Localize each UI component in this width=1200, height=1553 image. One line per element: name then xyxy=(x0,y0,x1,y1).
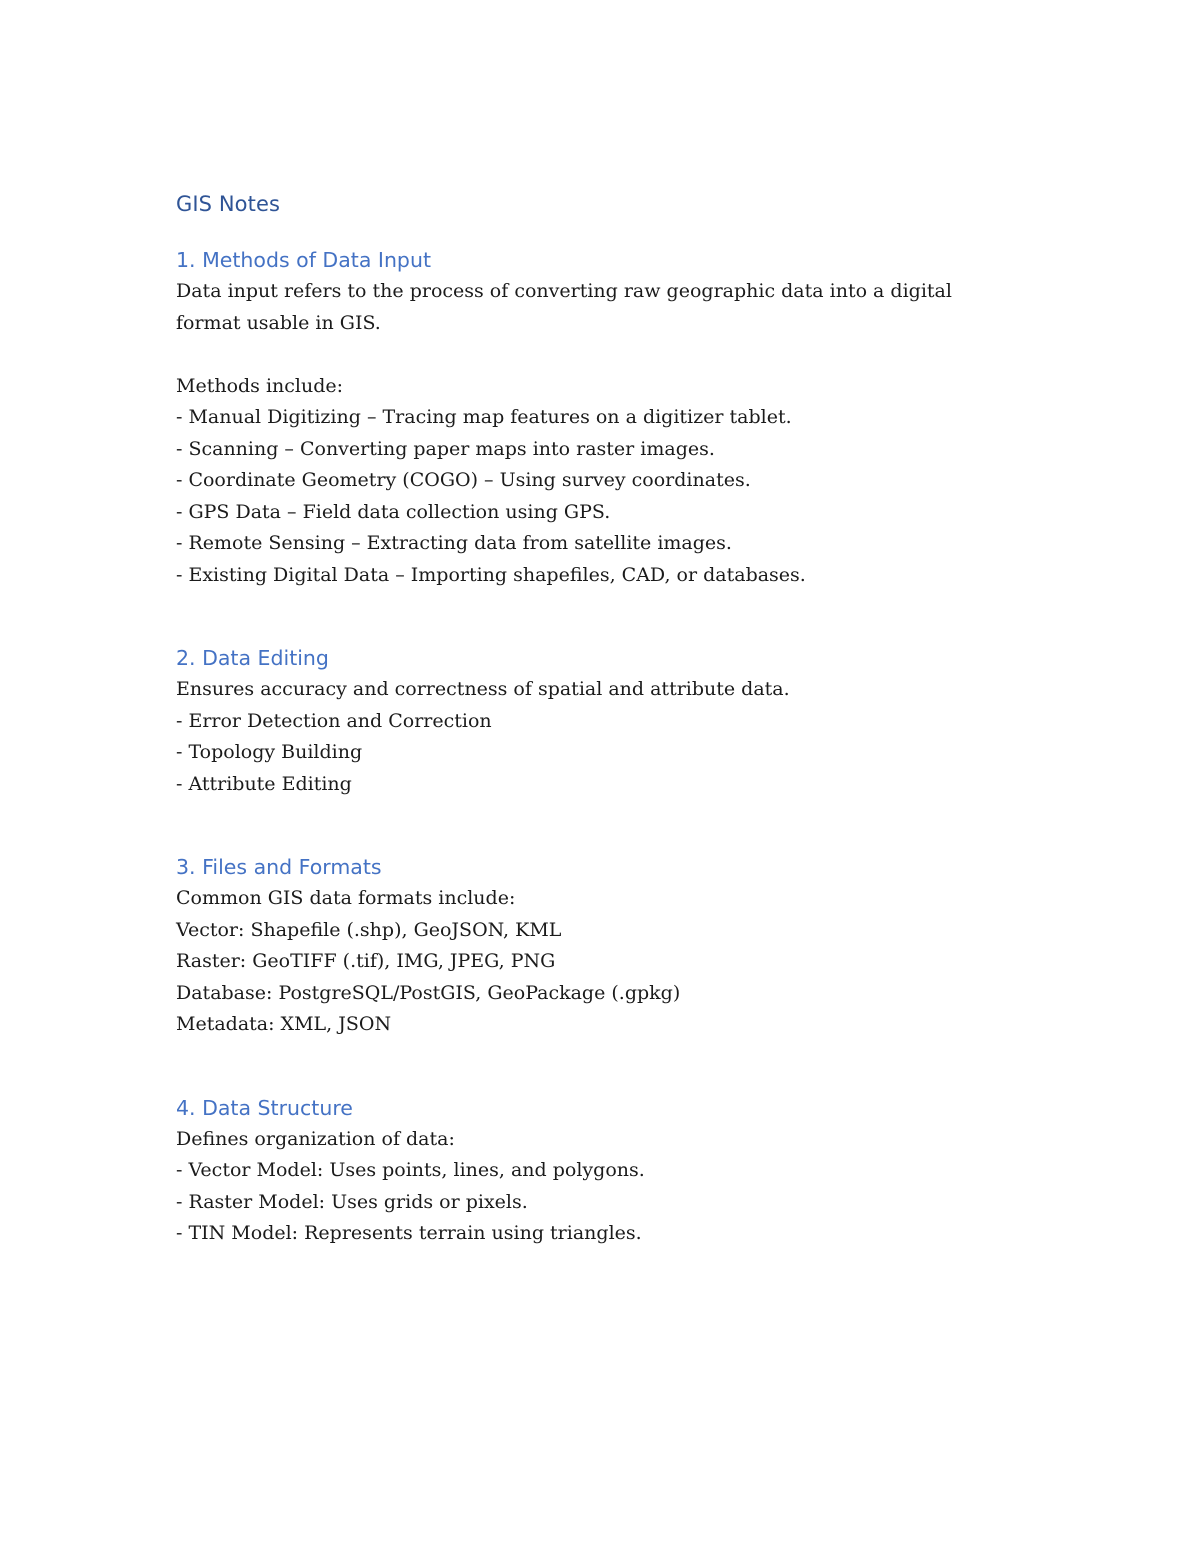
section-heading: 4. Data Structure xyxy=(176,1095,353,1120)
section-data-editing xyxy=(176,642,1026,800)
list-item: - Vector Model: Uses points, lines, and polygons. xyxy=(176,1159,645,1181)
list-item: - Raster Model: Uses grids or pixels. xyxy=(176,1190,528,1213)
list-item: - Remote Sensing – Extracting data from satellite images. xyxy=(176,532,732,554)
list-item: - Coordinate Geometry (COGO) – Using survey coordinates. xyxy=(176,469,751,491)
format-line: Vector: Shapefile (.shp), GeoJSON, KML xyxy=(176,918,562,941)
list-item: - Attribute Editing xyxy=(176,772,352,795)
list-item: - Topology Building xyxy=(176,741,363,763)
list-title: Methods include: xyxy=(176,374,344,397)
format-line: Raster: GeoTIFF (.tif), IMG, JPEG, PNG xyxy=(176,950,556,972)
section-heading: 3. Files and Formats xyxy=(176,855,382,879)
section-paragraph-line: format usable in GIS. xyxy=(176,311,381,334)
document-content xyxy=(176,188,1026,1250)
format-line: Database: PostgreSQL/PostGIS, GeoPackage (.gpkg) xyxy=(176,981,681,1004)
section-line: Ensures accuracy and correctness of spatial and attribute data. xyxy=(176,678,790,700)
format-line: Metadata: XML, JSON xyxy=(176,1013,392,1035)
section-line: Defines organization of data: xyxy=(176,1127,455,1150)
list-item: - TIN Model: Represents terrain using triangles. xyxy=(176,1222,642,1244)
section-data-structure xyxy=(176,1092,1026,1250)
list-item: - Existing Digital Data – Importing shapefiles, CAD, or databases. xyxy=(176,563,806,586)
section-methods-of-data-input xyxy=(176,244,1026,591)
list-item: - Scanning – Converting paper maps into raster images. xyxy=(176,437,715,460)
section-line: Common GIS data formats include: xyxy=(176,887,516,909)
section-heading: 1. Methods of Data Input xyxy=(176,248,431,272)
section-paragraph-line: Data input refers to the process of converting raw geographic data into a digital xyxy=(176,280,952,302)
section-files-and-formats xyxy=(176,851,1026,1041)
list-item: - Error Detection and Correction xyxy=(176,709,492,732)
section-heading: 2. Data Editing xyxy=(176,646,329,670)
list-item: - Manual Digitizing – Tracing map features on a digitizer tablet. xyxy=(176,406,792,428)
list-item: - GPS Data – Field data collection using GPS. xyxy=(176,500,611,523)
document-title: GIS Notes xyxy=(176,192,281,216)
